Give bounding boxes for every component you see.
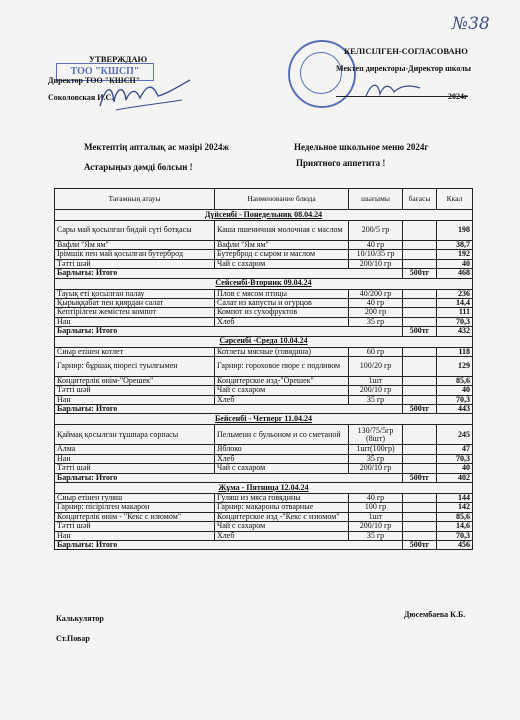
dish-ru: Кондитерское изд-"Орешек" (215, 376, 349, 385)
dish-weight: 40/200 гр (349, 289, 403, 298)
total-label: Барлығы: Итого (55, 540, 403, 549)
dish-weight: 35 гр (349, 454, 403, 463)
agreed-title: КЕЛІСІЛГЕН-СОГЛАСОВАНО (344, 46, 468, 56)
menu-row (55, 386, 473, 395)
dish-ru: Каша пшеничная молочная с маслом (215, 221, 349, 241)
menu-row (55, 464, 473, 473)
dish-weight: 10/10/35 гр (349, 250, 403, 259)
dish-weight: 60 гр (349, 347, 403, 356)
approved-role: Директор ТОО "КШСП" (48, 76, 141, 85)
dish-price (403, 221, 437, 241)
table-header-row (55, 189, 473, 210)
dish-kz: Гарнир: бұршақ пюресі туылғымен (55, 356, 215, 376)
approved-title: УТВЕРЖДАЮ (88, 54, 148, 64)
dish-price (403, 317, 437, 326)
dish-kz: Нан (55, 531, 215, 540)
dish-kz: Тәтті шәй (55, 464, 215, 473)
menu-row (55, 445, 473, 454)
menu-row (55, 356, 473, 376)
approved-name: Соколовская И.С. (48, 93, 114, 102)
dish-kcal: 236 (437, 289, 473, 298)
dish-price (403, 259, 437, 268)
menu-row (55, 395, 473, 404)
total-label: Барлығы: Итого (55, 327, 403, 336)
dish-kcal: 40 (437, 386, 473, 395)
total-label: Барлығы: Итого (55, 405, 403, 414)
dish-kcal: 198 (437, 221, 473, 241)
dish-kcal: 85,6 (437, 376, 473, 385)
total-kcal: 456 (437, 540, 473, 549)
dish-weight: 130/75/5гр (8шт) (349, 425, 403, 445)
ru-wish: Приятного аппетита ! (296, 158, 386, 168)
page-number: №38 (452, 14, 490, 34)
dish-weight: 40 гр (349, 298, 403, 307)
dish-price (403, 250, 437, 259)
dish-kz: Қырыққабат пен қиярдан салат (55, 298, 215, 307)
dish-kcal: 70,3 (437, 317, 473, 326)
header-ru: Наименование блюда (215, 189, 349, 210)
dish-kz: Тәтті шәй (55, 386, 215, 395)
dish-weight: 200/10 гр (349, 386, 403, 395)
dish-kz: Сары май қосылған бидай сүті ботқасы (55, 221, 215, 241)
dish-price (403, 376, 437, 385)
total-kcal: 468 (437, 269, 473, 278)
dish-ru: Компот из сухофруктов (215, 308, 349, 317)
dish-weight: 200/10 гр (349, 522, 403, 531)
dish-kcal: 85,6 (437, 512, 473, 521)
dish-price (403, 512, 437, 521)
agreed-role: Мектеп директоры-Директор школы (336, 64, 472, 73)
menu-body (55, 210, 473, 550)
day-title: Сейсенбі-Вторник 09.04.24 (55, 278, 473, 289)
dish-ru: Чай с сахаром (215, 522, 349, 531)
dish-weight: 100/20 гр (349, 356, 403, 376)
dish-price (403, 289, 437, 298)
menu-row (55, 289, 473, 298)
kz-wish: Астарыңыз дәмді болсын ! (84, 162, 193, 172)
dish-kcal: 111 (437, 308, 473, 317)
dish-kcal: 70,3 (437, 395, 473, 404)
dish-kz: Вафли "Ям ям" (55, 241, 215, 250)
day-title: Бейсенбі - Четверг 11.04.24 (55, 414, 473, 425)
dish-ru: Хлеб (215, 317, 349, 326)
menu-row (55, 454, 473, 463)
dish-kz: Нан (55, 454, 215, 463)
dish-kcal: 70,3 (437, 531, 473, 540)
dish-weight: 200/5 гр (349, 221, 403, 241)
day-title: Дүйсенбі - Понедельник 08.04.24 (55, 210, 473, 221)
total-price: 500тг (403, 473, 437, 482)
dish-kz: Ірімшік пен май қосылған бутерброд (55, 250, 215, 259)
dish-price (403, 347, 437, 356)
dish-ru: Салат из капусты и огурцов (215, 298, 349, 307)
dish-kcal: 192 (437, 250, 473, 259)
dish-kz: Тәтті шәй (55, 259, 215, 268)
day-title: Сәрсенбі -Среда 10.04.24 (55, 336, 473, 347)
dish-kcal: 144 (437, 494, 473, 503)
ru-title: Недельное школьное меню 2024г (294, 142, 429, 152)
menu-table (54, 188, 473, 550)
dish-ru: Гуляш из мяса говядины (215, 494, 349, 503)
day-header-row (55, 483, 473, 494)
dish-weight: 40 гр (349, 241, 403, 250)
dish-kcal: 14,4 (437, 298, 473, 307)
dish-kz: Қаймақ қосылған тұшпара сорпасы (55, 425, 215, 445)
total-kcal: 402 (437, 473, 473, 482)
total-row (55, 405, 473, 414)
dish-ru: Кондитерское изд -"Кекс с изюмом" (215, 512, 349, 521)
dish-ru: Котлеты мясные (говядина) (215, 347, 349, 356)
dish-kcal: 70,3 (437, 454, 473, 463)
dish-kz: Тауық еті қосылған палау (55, 289, 215, 298)
total-row (55, 540, 473, 549)
stamp-text: ТОО "КШСП" (70, 66, 140, 77)
menu-row (55, 503, 473, 512)
dish-price (403, 445, 437, 454)
dish-kcal: 40 (437, 259, 473, 268)
dish-ru: Чай с сахаром (215, 386, 349, 395)
dish-price (403, 522, 437, 531)
menu-row (55, 376, 473, 385)
header-price: бағасы (403, 189, 437, 210)
total-kcal: 432 (437, 327, 473, 336)
dish-kz: Тәтті шәй (55, 522, 215, 531)
dish-weight: 200/10 гр (349, 259, 403, 268)
kz-title: Мектептің апталық ас мәзірі 2024ж (84, 142, 229, 152)
dish-kcal: 14,6 (437, 522, 473, 531)
header-kcal: Ккал (437, 189, 473, 210)
header-kz: Тағамның атауы (55, 189, 215, 210)
dish-weight: 200/10 гр (349, 464, 403, 473)
menu-row (55, 308, 473, 317)
dish-ru: Хлеб (215, 531, 349, 540)
dish-kcal: 245 (437, 425, 473, 445)
calculator-label: Калькулятор (56, 614, 104, 623)
dish-weight: 40 гр (349, 494, 403, 503)
total-price: 500тг (403, 327, 437, 336)
total-price: 500тг (403, 540, 437, 549)
signature-right (364, 78, 424, 100)
dish-price (403, 386, 437, 395)
day-header-row (55, 336, 473, 347)
dish-kcal: 38,7 (437, 241, 473, 250)
dish-weight: 35 гр (349, 317, 403, 326)
dish-weight: 35 гр (349, 395, 403, 404)
total-row (55, 327, 473, 336)
menu-row (55, 512, 473, 521)
signer-name: Дюсембаева К.Б. (404, 610, 466, 619)
dish-price (403, 298, 437, 307)
total-label: Барлығы: Итого (55, 269, 403, 278)
dish-ru: Вафли "Ям ям" (215, 241, 349, 250)
dish-kcal: 118 (437, 347, 473, 356)
dish-price (403, 425, 437, 445)
dish-kcal: 129 (437, 356, 473, 376)
cook-label: Ст.Повар (56, 634, 90, 643)
menu-row (55, 522, 473, 531)
dish-price (403, 503, 437, 512)
total-row (55, 269, 473, 278)
menu-row (55, 259, 473, 268)
dish-price (403, 356, 437, 376)
total-label: Барлығы: Итого (55, 473, 403, 482)
total-price: 500тг (403, 405, 437, 414)
dish-price (403, 395, 437, 404)
dish-weight: 100 гр (349, 503, 403, 512)
dish-ru: Плов с мясом птицы (215, 289, 349, 298)
dish-weight: 1шт (349, 512, 403, 521)
dish-kz: Сиыр етінен котлет (55, 347, 215, 356)
dish-price (403, 241, 437, 250)
day-header-row (55, 414, 473, 425)
dish-ru: Яблоко (215, 445, 349, 454)
agreed-year: 2024г (448, 92, 468, 101)
dish-kz: Гарнир: пісірілген макарон (55, 503, 215, 512)
dish-ru: Хлеб (215, 395, 349, 404)
total-price: 500тг (403, 269, 437, 278)
day-title: Жұма - Пятница 12.04.24 (55, 483, 473, 494)
dish-ru: Гарнир: макароны отварные (215, 503, 349, 512)
dish-ru: Бутерброд с сыром и маслом (215, 250, 349, 259)
menu-row (55, 494, 473, 503)
dish-ru: Чай с сахаром (215, 464, 349, 473)
header-weight: шығымы (349, 189, 403, 210)
day-header-row (55, 210, 473, 221)
dish-price (403, 454, 437, 463)
dish-weight: 35 гр (349, 531, 403, 540)
dish-price (403, 531, 437, 540)
dish-kz: Сиыр етінен гуляш (55, 494, 215, 503)
menu-row (55, 425, 473, 445)
menu-row (55, 298, 473, 307)
menu-row (55, 317, 473, 326)
menu-row (55, 531, 473, 540)
dish-kcal: 47 (437, 445, 473, 454)
dish-kcal: 40 (437, 464, 473, 473)
dish-ru: Чай с сахаром (215, 259, 349, 268)
dish-ru: Гарнир: гороховое пюре с подливом (215, 356, 349, 376)
dish-weight: 1шт(100гр) (349, 445, 403, 454)
dish-price (403, 494, 437, 503)
total-kcal: 443 (437, 405, 473, 414)
dish-weight: 200 гр (349, 308, 403, 317)
dish-ru: Пельмени с бульоном и со сметаной (215, 425, 349, 445)
dish-price (403, 464, 437, 473)
menu-row (55, 250, 473, 259)
dish-kcal: 142 (437, 503, 473, 512)
dish-kz: Кептірілген жемістен компот (55, 308, 215, 317)
signature-left (96, 76, 196, 116)
total-row (55, 473, 473, 482)
day-header-row (55, 278, 473, 289)
dish-weight: 1шт (349, 376, 403, 385)
dish-price (403, 308, 437, 317)
dish-ru: Хлеб (215, 454, 349, 463)
dish-kz: Кондитерлік өнім-"Орешек" (55, 376, 215, 385)
menu-row (55, 241, 473, 250)
dish-kz: Нан (55, 395, 215, 404)
dish-kz: Кондитерлік өнім - "Кекс с изюмом" (55, 512, 215, 521)
menu-row (55, 347, 473, 356)
dish-kz: Нан (55, 317, 215, 326)
dish-kz: Алма (55, 445, 215, 454)
menu-row (55, 221, 473, 241)
